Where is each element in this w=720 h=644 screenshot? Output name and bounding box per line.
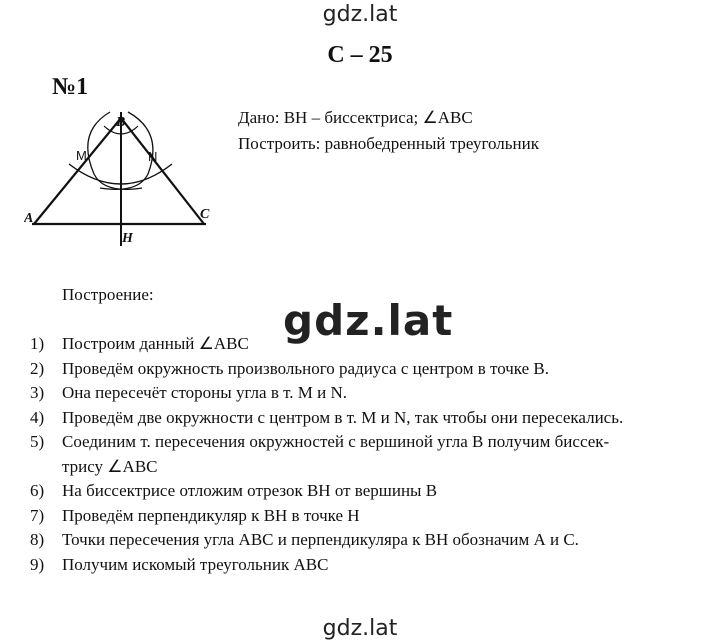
- step-number: 7): [30, 505, 45, 525]
- step-item: [30, 479, 710, 504]
- page-title: С – 25: [327, 42, 393, 68]
- step-number: 4): [30, 407, 45, 427]
- step-item: [30, 381, 710, 406]
- side-ab: [34, 118, 121, 224]
- step-number: 1): [30, 334, 45, 353]
- step-text: Она пересечёт стороны угла в т. М и N.: [62, 383, 348, 402]
- step-text: Соединим т. пересечения окружностей с вершиной угла В получим биссек-: [62, 432, 610, 451]
- step-number: 6): [30, 481, 45, 500]
- step-item: [30, 553, 710, 578]
- problem-number: №1: [52, 74, 89, 100]
- label-n: N: [148, 149, 158, 164]
- construction-steps: [30, 332, 710, 577]
- step-number: 3): [30, 383, 45, 402]
- step-text: Получим искомый треугольник АВС: [62, 554, 329, 574]
- step-number: 9): [30, 554, 45, 574]
- step-item: [30, 430, 710, 455]
- step-item: [30, 332, 710, 357]
- step-text: Проведём две окружности с центром в т. М и N, так чтобы они пересекались.: [62, 407, 624, 427]
- step-text: Проведём окружность произвольного радиуса с центром в точке В.: [62, 358, 550, 378]
- step-text: Точки пересечения угла АВС и перпендикуляра к ВН обозначим А и С.: [62, 530, 579, 549]
- step-item: [30, 357, 710, 382]
- watermark-top: gdz.lat: [322, 2, 398, 27]
- step-text: трису ∠АВС: [62, 456, 158, 476]
- step-item-continuation: [30, 455, 710, 480]
- task-line: Построить: равнобедренный треугольник: [238, 134, 539, 153]
- watermark-middle: gdz.lat: [283, 296, 454, 345]
- label-c: C: [200, 207, 210, 222]
- label-b: B: [116, 115, 126, 130]
- construction-heading: Построение:: [62, 285, 154, 304]
- step-text: На биссектрисе отложим отрезок ВН от вершины В: [62, 481, 438, 500]
- label-m: M: [76, 148, 87, 163]
- arc-center-m: [88, 112, 142, 189]
- watermark-bottom: gdz.lat: [322, 616, 398, 641]
- given-line: Дано: ВН – биссектриса; ∠АВС: [238, 108, 473, 127]
- step-text: Построим данный ∠АВС: [62, 334, 249, 353]
- step-number: 2): [30, 358, 45, 378]
- step-number: 5): [30, 432, 45, 451]
- label-a: A: [24, 211, 34, 226]
- step-text: Проведём перпендикуляр к ВН в точке Н: [62, 505, 360, 525]
- step-item: [30, 528, 710, 553]
- step-item: [30, 406, 710, 431]
- step-item: [30, 504, 710, 529]
- label-h: H: [122, 231, 133, 246]
- construction-figure: [24, 104, 224, 254]
- step-number: 8): [30, 530, 45, 549]
